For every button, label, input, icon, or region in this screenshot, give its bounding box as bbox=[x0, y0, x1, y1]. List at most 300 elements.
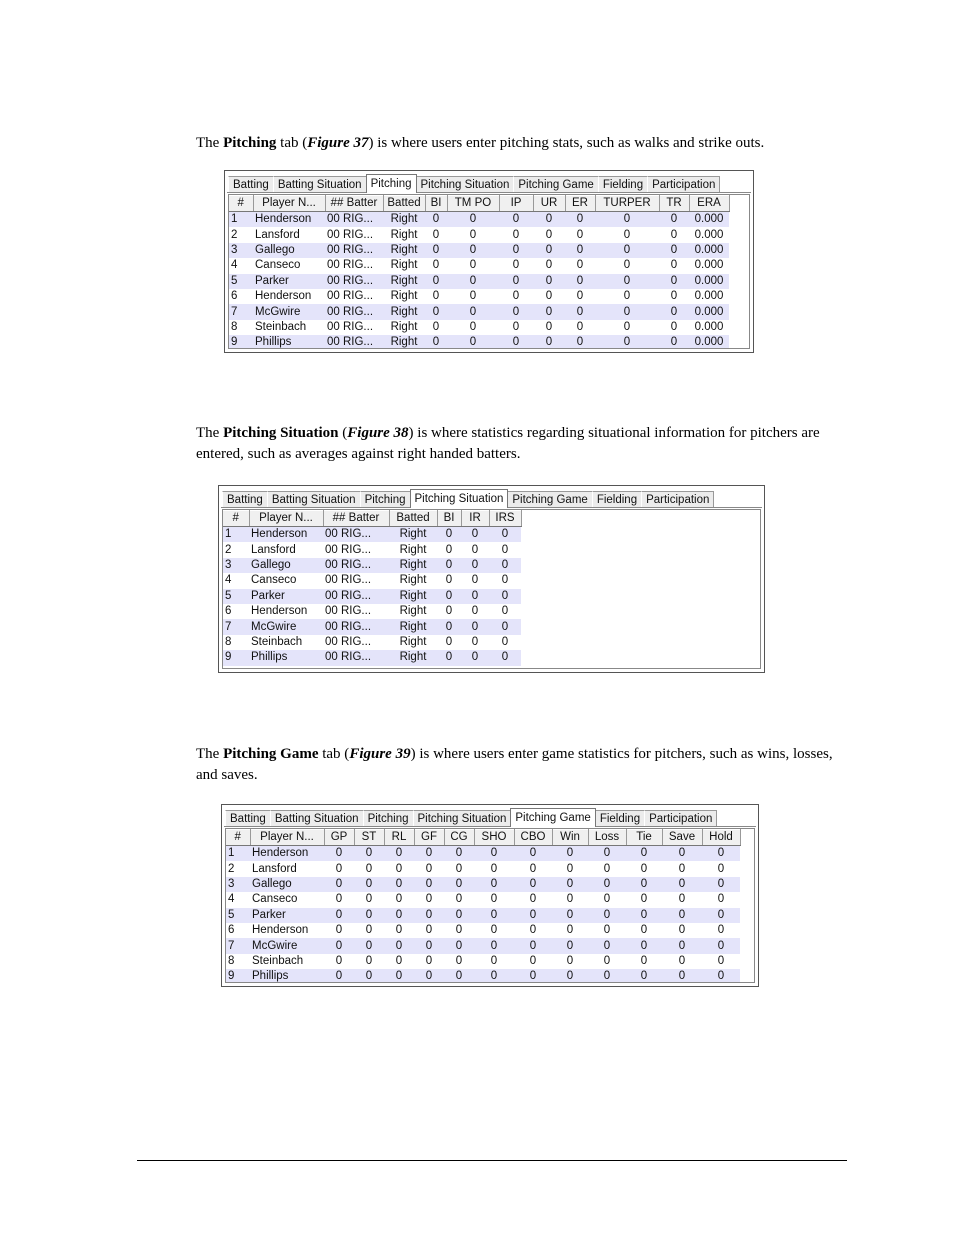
cell-tie[interactable]: 0 bbox=[626, 908, 662, 923]
table-row[interactable] bbox=[223, 604, 521, 619]
cell-irs[interactable]: 0 bbox=[489, 527, 521, 543]
cell-batted[interactable]: Right bbox=[390, 320, 418, 333]
cell-tr[interactable]: 0 bbox=[659, 243, 689, 258]
cell-cbo[interactable]: 0 bbox=[529, 862, 537, 875]
cell-ur[interactable]: 0 bbox=[533, 274, 565, 289]
cell-gp[interactable]: 0 bbox=[335, 924, 343, 937]
cell-batted[interactable]: Right bbox=[383, 274, 425, 289]
cell-save[interactable]: 0 bbox=[662, 908, 702, 923]
column-header-ip[interactable]: IP bbox=[499, 196, 533, 212]
cell-er[interactable]: 0 bbox=[576, 228, 584, 241]
cell-cbo[interactable]: 0 bbox=[529, 954, 537, 967]
cell-batter[interactable]: 00 RIG... bbox=[323, 650, 389, 665]
cell-batter[interactable]: 00 RIG... bbox=[325, 335, 383, 349]
cell-bi[interactable]: 0 bbox=[432, 320, 440, 333]
table-row[interactable] bbox=[229, 320, 729, 335]
cell-win[interactable]: 0 bbox=[566, 893, 574, 906]
cell-st[interactable]: 0 bbox=[365, 862, 373, 875]
table-row[interactable] bbox=[223, 635, 521, 650]
cell-player-n[interactable]: Gallego bbox=[253, 243, 325, 258]
table-row[interactable] bbox=[223, 558, 521, 573]
cell-ur[interactable]: 0 bbox=[545, 320, 553, 333]
cell-bi[interactable]: 0 bbox=[432, 290, 440, 303]
cell-ip[interactable]: 0 bbox=[499, 243, 533, 258]
cell-ur[interactable]: 0 bbox=[533, 243, 565, 258]
cell-ur[interactable]: 0 bbox=[533, 212, 565, 228]
cell-er[interactable]: 0 bbox=[565, 304, 595, 319]
cell-bi[interactable]: 0 bbox=[437, 558, 461, 573]
cell-player-n[interactable]: Phillips bbox=[253, 335, 325, 349]
column-header-ur[interactable]: UR bbox=[533, 196, 565, 212]
cell-gf[interactable]: 0 bbox=[425, 862, 433, 875]
cell-save[interactable]: 0 bbox=[662, 938, 702, 953]
column-header-batter[interactable]: ## Batter bbox=[323, 511, 389, 527]
column-header-tr[interactable]: TR bbox=[659, 196, 689, 212]
column-header-cbo[interactable]: CBO bbox=[514, 830, 552, 846]
cell-st[interactable]: 0 bbox=[354, 938, 384, 953]
cell-tr[interactable]: 0 bbox=[670, 259, 678, 272]
cell-era[interactable]: 0.000 bbox=[689, 304, 729, 319]
cell-num[interactable]: 1 bbox=[223, 527, 249, 543]
column-header-batted[interactable]: Batted bbox=[383, 196, 425, 212]
cell-loss[interactable]: 0 bbox=[588, 938, 626, 953]
cell-turper[interactable]: 0 bbox=[595, 274, 659, 289]
cell-tie[interactable]: 0 bbox=[640, 924, 648, 937]
cell-num[interactable]: 4 bbox=[228, 893, 235, 906]
cell-rl[interactable]: 0 bbox=[384, 969, 414, 983]
cell-irs[interactable]: 0 bbox=[489, 558, 521, 573]
cell-batted[interactable]: Right bbox=[390, 290, 418, 303]
table-row[interactable] bbox=[223, 527, 521, 543]
table-row[interactable] bbox=[229, 258, 729, 273]
cell-st[interactable]: 0 bbox=[354, 969, 384, 983]
cell-tie[interactable]: 0 bbox=[640, 954, 648, 967]
cell-num[interactable]: 7 bbox=[226, 938, 250, 953]
cell-player-n[interactable]: Steinbach bbox=[255, 320, 307, 333]
cell-player-n[interactable]: McGwire bbox=[253, 304, 325, 319]
cell-batted[interactable]: Right bbox=[383, 212, 425, 228]
tab-pitching[interactable]: Pitching bbox=[366, 174, 417, 193]
table-row[interactable] bbox=[223, 619, 521, 634]
cell-bi[interactable]: 0 bbox=[437, 650, 461, 665]
cell-player-n[interactable]: Lansford bbox=[251, 543, 296, 556]
cell-tm-po[interactable]: 0 bbox=[469, 290, 477, 303]
table-row[interactable] bbox=[226, 892, 740, 907]
column-header-turper[interactable]: TURPER bbox=[595, 196, 659, 212]
cell-batter[interactable]: 00 RIG... bbox=[327, 228, 374, 241]
column-header-num[interactable]: # bbox=[223, 511, 249, 527]
cell-gf[interactable]: 0 bbox=[425, 893, 433, 906]
cell-player-n[interactable]: Gallego bbox=[249, 558, 323, 573]
cell-num[interactable]: 9 bbox=[226, 969, 250, 983]
cell-loss[interactable]: 0 bbox=[603, 954, 611, 967]
cell-gp[interactable]: 0 bbox=[324, 846, 354, 862]
cell-gf[interactable]: 0 bbox=[414, 846, 444, 862]
cell-er[interactable]: 0 bbox=[565, 335, 595, 349]
cell-num[interactable]: 2 bbox=[228, 862, 235, 875]
cell-cbo[interactable]: 0 bbox=[514, 969, 552, 983]
column-header-tie[interactable]: Tie bbox=[626, 830, 662, 846]
table-row[interactable] bbox=[229, 304, 729, 319]
cell-tr[interactable]: 0 bbox=[659, 212, 689, 228]
cell-er[interactable]: 0 bbox=[565, 274, 595, 289]
cell-hold[interactable]: 0 bbox=[717, 862, 725, 875]
tab-fielding[interactable]: Fielding bbox=[598, 176, 648, 193]
cell-tm-po[interactable]: 0 bbox=[469, 320, 477, 333]
column-header-batter[interactable]: ## Batter bbox=[325, 196, 383, 212]
cell-turper[interactable]: 0 bbox=[595, 243, 659, 258]
column-header-player-n[interactable]: Player N... bbox=[250, 830, 324, 846]
cell-rl[interactable]: 0 bbox=[384, 846, 414, 862]
tab-participation[interactable]: Participation bbox=[647, 176, 720, 193]
cell-batter[interactable]: 00 RIG... bbox=[325, 574, 372, 587]
cell-era[interactable]: 0.000 bbox=[694, 259, 724, 272]
cell-batted[interactable]: Right bbox=[399, 574, 427, 587]
column-header-bi[interactable]: BI bbox=[425, 196, 447, 212]
cell-er[interactable]: 0 bbox=[565, 212, 595, 228]
cell-batted[interactable]: Right bbox=[383, 243, 425, 258]
cell-num[interactable]: 3 bbox=[229, 243, 253, 258]
cell-bi[interactable]: 0 bbox=[432, 228, 440, 241]
cell-tie[interactable]: 0 bbox=[640, 893, 648, 906]
cell-sho[interactable]: 0 bbox=[490, 954, 498, 967]
cell-gf[interactable]: 0 bbox=[414, 908, 444, 923]
cell-player-n[interactable]: Canseco bbox=[251, 574, 297, 587]
cell-ir[interactable]: 0 bbox=[461, 589, 489, 604]
cell-era[interactable]: 0.000 bbox=[694, 320, 724, 333]
cell-er[interactable]: 0 bbox=[576, 320, 584, 333]
table-row[interactable] bbox=[229, 289, 729, 304]
cell-num[interactable]: 1 bbox=[226, 846, 250, 862]
cell-num[interactable]: 9 bbox=[223, 650, 249, 665]
column-header-num[interactable]: # bbox=[229, 196, 253, 212]
tab-pitching-situation[interactable]: Pitching Situation bbox=[413, 810, 512, 827]
cell-ir[interactable]: 0 bbox=[461, 527, 489, 543]
cell-tie[interactable]: 0 bbox=[626, 969, 662, 983]
cell-tie[interactable]: 0 bbox=[626, 846, 662, 862]
tab-batting[interactable]: Batting bbox=[222, 491, 268, 508]
cell-gf[interactable]: 0 bbox=[414, 877, 444, 892]
cell-irs[interactable]: 0 bbox=[489, 589, 521, 604]
cell-era[interactable]: 0.000 bbox=[689, 274, 729, 289]
cell-hold[interactable]: 0 bbox=[702, 877, 740, 892]
cell-tm-po[interactable]: 0 bbox=[469, 228, 477, 241]
cell-hold[interactable]: 0 bbox=[702, 908, 740, 923]
cell-save[interactable]: 0 bbox=[678, 954, 686, 967]
cell-hold[interactable]: 0 bbox=[702, 938, 740, 953]
tab-pitching-game[interactable]: Pitching Game bbox=[507, 491, 592, 508]
column-header-cg[interactable]: CG bbox=[444, 830, 474, 846]
cell-irs[interactable]: 0 bbox=[501, 574, 509, 587]
cell-player-n[interactable]: Henderson bbox=[249, 527, 323, 543]
cell-st[interactable]: 0 bbox=[354, 846, 384, 862]
cell-cg[interactable]: 0 bbox=[455, 893, 463, 906]
table-row[interactable] bbox=[223, 573, 521, 588]
cell-num[interactable]: 6 bbox=[225, 605, 232, 618]
cell-num[interactable]: 5 bbox=[229, 274, 253, 289]
cell-bi[interactable]: 0 bbox=[437, 589, 461, 604]
cell-ir[interactable]: 0 bbox=[471, 543, 479, 556]
cell-cg[interactable]: 0 bbox=[455, 862, 463, 875]
cell-gf[interactable]: 0 bbox=[414, 938, 444, 953]
cell-tie[interactable]: 0 bbox=[626, 877, 662, 892]
cell-turper[interactable]: 0 bbox=[623, 290, 631, 303]
cell-batter[interactable]: 00 RIG... bbox=[325, 243, 383, 258]
cell-rl[interactable]: 0 bbox=[395, 924, 403, 937]
cell-tm-po[interactable]: 0 bbox=[447, 212, 499, 228]
cell-tie[interactable]: 0 bbox=[626, 938, 662, 953]
cell-rl[interactable]: 0 bbox=[384, 938, 414, 953]
cell-hold[interactable]: 0 bbox=[702, 846, 740, 862]
cell-num[interactable]: 2 bbox=[225, 543, 232, 556]
cell-era[interactable]: 0.000 bbox=[694, 228, 724, 241]
table-row[interactable] bbox=[226, 846, 740, 862]
cell-era[interactable]: 0.000 bbox=[689, 335, 729, 349]
cell-ur[interactable]: 0 bbox=[533, 335, 565, 349]
table-row[interactable] bbox=[226, 861, 740, 876]
cell-batter[interactable]: 00 RIG... bbox=[327, 259, 374, 272]
cell-bi[interactable]: 0 bbox=[445, 605, 453, 618]
cell-cg[interactable]: 0 bbox=[444, 969, 474, 983]
cell-player-n[interactable]: Phillips bbox=[249, 650, 323, 665]
cell-num[interactable]: 8 bbox=[228, 954, 235, 967]
column-header-batted[interactable]: Batted bbox=[389, 511, 437, 527]
cell-rl[interactable]: 0 bbox=[384, 908, 414, 923]
cell-save[interactable]: 0 bbox=[678, 924, 686, 937]
cell-num[interactable]: 4 bbox=[231, 259, 238, 272]
cell-batter[interactable]: 00 RIG... bbox=[323, 619, 389, 634]
cell-loss[interactable]: 0 bbox=[603, 862, 611, 875]
cell-player-n[interactable]: Lansford bbox=[252, 862, 297, 875]
cell-batter[interactable]: 00 RIG... bbox=[325, 543, 372, 556]
cell-ir[interactable]: 0 bbox=[471, 635, 479, 648]
cell-sho[interactable]: 0 bbox=[490, 924, 498, 937]
cell-gf[interactable]: 0 bbox=[414, 969, 444, 983]
cell-batted[interactable]: Right bbox=[390, 259, 418, 272]
cell-batter[interactable]: 00 RIG... bbox=[327, 290, 374, 303]
column-header-rl[interactable]: RL bbox=[384, 830, 414, 846]
tab-batting-situation[interactable]: Batting Situation bbox=[270, 810, 364, 827]
cell-num[interactable]: 9 bbox=[229, 335, 253, 349]
tab-batting-situation[interactable]: Batting Situation bbox=[267, 491, 361, 508]
cell-ir[interactable]: 0 bbox=[461, 619, 489, 634]
cell-turper[interactable]: 0 bbox=[623, 228, 631, 241]
cell-era[interactable]: 0.000 bbox=[694, 290, 724, 303]
cell-num[interactable]: 3 bbox=[226, 877, 250, 892]
column-header-bi[interactable]: BI bbox=[437, 511, 461, 527]
tab-participation[interactable]: Participation bbox=[641, 491, 714, 508]
cell-tr[interactable]: 0 bbox=[659, 274, 689, 289]
cell-irs[interactable]: 0 bbox=[489, 650, 521, 665]
cell-ur[interactable]: 0 bbox=[545, 228, 553, 241]
column-header-sho[interactable]: SHO bbox=[474, 830, 514, 846]
cell-batted[interactable]: Right bbox=[389, 558, 437, 573]
cell-tr[interactable]: 0 bbox=[659, 304, 689, 319]
cell-cg[interactable]: 0 bbox=[444, 846, 474, 862]
cell-player-n[interactable]: Henderson bbox=[250, 846, 324, 862]
cell-st[interactable]: 0 bbox=[354, 908, 384, 923]
cell-irs[interactable]: 0 bbox=[489, 619, 521, 634]
cell-batter[interactable]: 00 RIG... bbox=[325, 605, 372, 618]
cell-turper[interactable]: 0 bbox=[623, 259, 631, 272]
column-header-num[interactable]: # bbox=[226, 830, 250, 846]
cell-bi[interactable]: 0 bbox=[425, 212, 447, 228]
table-row[interactable] bbox=[229, 227, 729, 242]
cell-er[interactable]: 0 bbox=[576, 290, 584, 303]
cell-win[interactable]: 0 bbox=[552, 969, 588, 983]
cell-cg[interactable]: 0 bbox=[444, 877, 474, 892]
table-row[interactable] bbox=[226, 954, 740, 969]
tab-pitching-game[interactable]: Pitching Game bbox=[510, 808, 595, 827]
table-row[interactable] bbox=[226, 908, 740, 923]
cell-player-n[interactable]: McGwire bbox=[250, 938, 324, 953]
cell-batter[interactable]: 00 RIG... bbox=[327, 320, 374, 333]
cell-sho[interactable]: 0 bbox=[474, 877, 514, 892]
cell-loss[interactable]: 0 bbox=[603, 893, 611, 906]
cell-batted[interactable]: Right bbox=[383, 304, 425, 319]
cell-gp[interactable]: 0 bbox=[324, 969, 354, 983]
cell-save[interactable]: 0 bbox=[678, 893, 686, 906]
cell-bi[interactable]: 0 bbox=[445, 543, 453, 556]
cell-ip[interactable]: 0 bbox=[499, 212, 533, 228]
cell-sho[interactable]: 0 bbox=[490, 893, 498, 906]
cell-era[interactable]: 0.000 bbox=[689, 212, 729, 228]
cell-batted[interactable]: Right bbox=[390, 228, 418, 241]
tab-batting-situation[interactable]: Batting Situation bbox=[273, 176, 367, 193]
cell-tm-po[interactable]: 0 bbox=[447, 335, 499, 349]
tab-batting[interactable]: Batting bbox=[228, 176, 274, 193]
cell-sho[interactable]: 0 bbox=[474, 969, 514, 983]
cell-player-n[interactable]: Gallego bbox=[250, 877, 324, 892]
cell-ir[interactable]: 0 bbox=[461, 650, 489, 665]
cell-num[interactable]: 7 bbox=[229, 304, 253, 319]
cell-st[interactable]: 0 bbox=[365, 893, 373, 906]
cell-win[interactable]: 0 bbox=[566, 862, 574, 875]
column-header-era[interactable]: ERA bbox=[689, 196, 729, 212]
cell-save[interactable]: 0 bbox=[662, 969, 702, 983]
cell-rl[interactable]: 0 bbox=[384, 877, 414, 892]
cell-gp[interactable]: 0 bbox=[335, 862, 343, 875]
cell-ip[interactable]: 0 bbox=[512, 290, 520, 303]
cell-gf[interactable]: 0 bbox=[425, 954, 433, 967]
cell-save[interactable]: 0 bbox=[662, 877, 702, 892]
cell-bi[interactable]: 0 bbox=[437, 619, 461, 634]
cell-irs[interactable]: 0 bbox=[501, 605, 509, 618]
cell-gp[interactable]: 0 bbox=[335, 893, 343, 906]
cell-ur[interactable]: 0 bbox=[533, 304, 565, 319]
cell-sho[interactable]: 0 bbox=[474, 938, 514, 953]
table-row[interactable] bbox=[229, 243, 729, 258]
cell-win[interactable]: 0 bbox=[552, 846, 588, 862]
cell-loss[interactable]: 0 bbox=[588, 908, 626, 923]
cell-num[interactable]: 3 bbox=[223, 558, 249, 573]
cell-batted[interactable]: Right bbox=[399, 543, 427, 556]
tab-fielding[interactable]: Fielding bbox=[592, 491, 642, 508]
table-row[interactable] bbox=[223, 589, 521, 604]
cell-batted[interactable]: Right bbox=[399, 635, 427, 648]
cell-cg[interactable]: 0 bbox=[444, 908, 474, 923]
column-header-er[interactable]: ER bbox=[565, 196, 595, 212]
cell-batter[interactable]: 00 RIG... bbox=[325, 212, 383, 228]
cell-er[interactable]: 0 bbox=[565, 243, 595, 258]
tab-batting[interactable]: Batting bbox=[225, 810, 271, 827]
cell-loss[interactable]: 0 bbox=[603, 924, 611, 937]
cell-bi[interactable]: 0 bbox=[425, 243, 447, 258]
cell-player-n[interactable]: Parker bbox=[249, 589, 323, 604]
cell-ip[interactable]: 0 bbox=[499, 335, 533, 349]
cell-batted[interactable]: Right bbox=[389, 589, 437, 604]
cell-tr[interactable]: 0 bbox=[659, 335, 689, 349]
cell-st[interactable]: 0 bbox=[365, 924, 373, 937]
tab-pitching[interactable]: Pitching bbox=[363, 810, 414, 827]
cell-bi[interactable]: 0 bbox=[425, 304, 447, 319]
column-header-st[interactable]: ST bbox=[354, 830, 384, 846]
cell-hold[interactable]: 0 bbox=[717, 924, 725, 937]
cell-save[interactable]: 0 bbox=[678, 862, 686, 875]
cell-batter[interactable]: 00 RIG... bbox=[323, 527, 389, 543]
cell-save[interactable]: 0 bbox=[662, 846, 702, 862]
cell-st[interactable]: 0 bbox=[365, 954, 373, 967]
cell-num[interactable]: 8 bbox=[225, 635, 232, 648]
cell-gp[interactable]: 0 bbox=[324, 938, 354, 953]
table-row[interactable] bbox=[226, 877, 740, 892]
cell-batted[interactable]: Right bbox=[389, 527, 437, 543]
cell-player-n[interactable]: Steinbach bbox=[251, 635, 303, 648]
cell-player-n[interactable]: Lansford bbox=[255, 228, 300, 241]
cell-batter[interactable]: 00 RIG... bbox=[325, 635, 372, 648]
cell-win[interactable]: 0 bbox=[552, 877, 588, 892]
cell-batter[interactable]: 00 RIG... bbox=[323, 558, 389, 573]
cell-player-n[interactable]: Canseco bbox=[255, 259, 301, 272]
cell-player-n[interactable]: Parker bbox=[253, 274, 325, 289]
cell-tm-po[interactable]: 0 bbox=[469, 259, 477, 272]
cell-player-n[interactable]: McGwire bbox=[249, 619, 323, 634]
cell-batted[interactable]: Right bbox=[399, 605, 427, 618]
cell-gp[interactable]: 0 bbox=[324, 908, 354, 923]
cell-win[interactable]: 0 bbox=[566, 954, 574, 967]
cell-tr[interactable]: 0 bbox=[670, 290, 678, 303]
table-row[interactable] bbox=[226, 969, 740, 983]
cell-irs[interactable]: 0 bbox=[501, 543, 509, 556]
cell-er[interactable]: 0 bbox=[576, 259, 584, 272]
cell-bi[interactable]: 0 bbox=[437, 527, 461, 543]
column-header-tm-po[interactable]: TM PO bbox=[447, 196, 499, 212]
cell-hold[interactable]: 0 bbox=[717, 893, 725, 906]
cell-win[interactable]: 0 bbox=[552, 908, 588, 923]
cell-tm-po[interactable]: 0 bbox=[447, 243, 499, 258]
cell-cbo[interactable]: 0 bbox=[514, 877, 552, 892]
cell-batted[interactable]: Right bbox=[389, 619, 437, 634]
cell-tr[interactable]: 0 bbox=[670, 320, 678, 333]
cell-cbo[interactable]: 0 bbox=[514, 938, 552, 953]
tab-pitching-game[interactable]: Pitching Game bbox=[513, 176, 598, 193]
cell-tm-po[interactable]: 0 bbox=[447, 274, 499, 289]
cell-cbo[interactable]: 0 bbox=[529, 893, 537, 906]
column-header-ir[interactable]: IR bbox=[461, 511, 489, 527]
column-header-hold[interactable]: Hold bbox=[702, 830, 740, 846]
cell-bi[interactable]: 0 bbox=[432, 259, 440, 272]
cell-ip[interactable]: 0 bbox=[512, 259, 520, 272]
cell-gp[interactable]: 0 bbox=[335, 954, 343, 967]
column-header-gp[interactable]: GP bbox=[324, 830, 354, 846]
cell-turper[interactable]: 0 bbox=[595, 304, 659, 319]
cell-era[interactable]: 0.000 bbox=[689, 243, 729, 258]
cell-turper[interactable]: 0 bbox=[595, 335, 659, 349]
column-header-player-n[interactable]: Player N... bbox=[253, 196, 325, 212]
stats-grid[interactable] bbox=[222, 509, 761, 669]
table-row[interactable] bbox=[226, 923, 740, 938]
table-row[interactable] bbox=[229, 274, 729, 289]
